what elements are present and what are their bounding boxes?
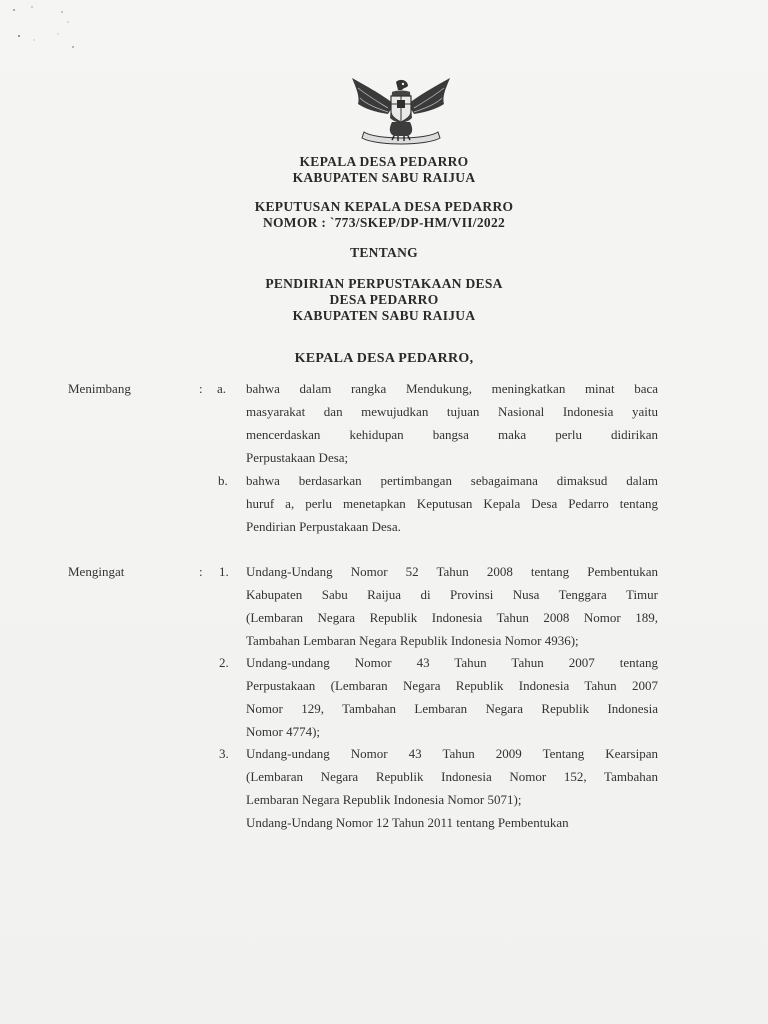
issuer-regency: KABUPATEN SABU RAIJUA <box>292 170 476 185</box>
menimbang-marker-b: b. <box>218 473 228 488</box>
mengingat-label: Mengingat <box>68 564 125 579</box>
text-line: bahwa berdasarkan pertimbangan sebagaimana dimaksud dalam <box>246 473 658 488</box>
mengingat-marker-1: 1. <box>219 564 229 579</box>
text-line: Pendirian Perpustakaan Desa. <box>246 519 401 534</box>
mengingat-colon: : <box>199 564 203 579</box>
mengingat-marker-2: 2. <box>219 655 229 670</box>
text-line: huruf a, perlu menetapkan Keputusan Kepala Desa Pedarro tentang <box>246 496 658 511</box>
text-line: Undang-undang Nomor 43 Tahun Tahun 2007 tentang <box>246 655 658 670</box>
text-line: Nomor 4774); <box>246 724 321 739</box>
subject-line-1: PENDIRIAN PERPUSTAKAAN DESA <box>265 276 503 291</box>
decree-title: KEPUTUSAN KEPALA DESA PEDARRO <box>254 199 514 214</box>
text-line: Perpustakaan (Lembaran Negara Republik Indonesia Tahun 2007 <box>246 678 658 693</box>
text-line: Tambahan Lembaran Negara Republik Indonesia Nomor 4936); <box>246 633 579 648</box>
tentang-heading: TENTANG <box>350 245 418 260</box>
text-line: Nomor 129, Tambahan Lembaran Negara Republik Indonesia <box>246 701 658 716</box>
preamble-heading: KEPALA DESA PEDARRO, <box>294 351 474 366</box>
garuda-emblem-icon <box>348 74 454 146</box>
text-line: Undang-Undang Nomor 12 Tahun 2011 tentang Pembentukan <box>246 815 569 830</box>
text-line: Perpustakaan Desa; <box>246 450 349 465</box>
mengingat-marker-3: 3. <box>219 746 229 761</box>
scan-specks <box>10 4 90 54</box>
menimbang-item-a <box>246 377 658 469</box>
text-line: bahwa dalam rangka Mendukung, meningkatkan minat baca <box>246 381 658 396</box>
text-line: (Lembaran Negara Republik Indonesia Tahun 2008 Nomor 189, <box>246 610 658 625</box>
menimbang-marker-a: a. <box>217 381 227 396</box>
mengingat-item-1 <box>246 560 658 652</box>
mengingat-item-4 <box>246 811 658 834</box>
mengingat-item-3 <box>246 742 658 811</box>
text-line: Kabupaten Sabu Raijua di Provinsi Nusa Tenggara Timur <box>246 587 658 602</box>
text-line: Undang-Undang Nomor 52 Tahun 2008 tentang Pembentukan <box>246 564 658 579</box>
menimbang-label: Menimbang <box>68 381 131 396</box>
mengingat-item-2 <box>246 651 658 743</box>
decree-number: NOMOR : `773/SKEP/DP-HM/VII/2022 <box>262 215 506 230</box>
subject-line-2: DESA PEDARRO <box>329 292 439 307</box>
text-line: masyarakat dan mewujudkan tujuan Nasional Indonesia yaitu <box>246 404 658 419</box>
decree-heading <box>0 199 768 231</box>
text-line: mencerdaskan kehidupan bangsa maka perlu didirikan <box>246 427 658 442</box>
text-line: Lembaran Negara Republik Indonesia Nomor 5071); <box>246 792 522 807</box>
menimbang-colon: : <box>199 381 203 396</box>
issuer-title: KEPALA DESA PEDARRO <box>299 154 469 169</box>
menimbang-item-b <box>246 469 658 538</box>
subject-heading <box>0 276 768 324</box>
issuer-heading <box>0 154 768 186</box>
text-line: Undang-undang Nomor 43 Tahun 2009 Tentang Kearsipan <box>246 746 658 761</box>
subject-line-3: KABUPATEN SABU RAIJUA <box>292 308 476 323</box>
text-line: (Lembaran Negara Republik Indonesia Nomor 152, Tambahan <box>246 769 658 784</box>
